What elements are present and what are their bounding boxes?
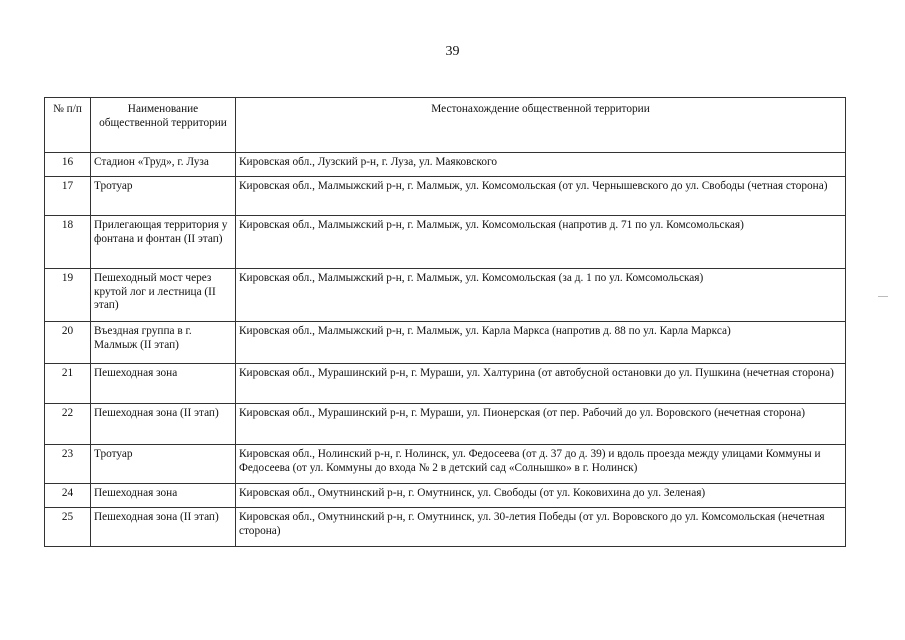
table-row — [45, 484, 846, 508]
header-location: Местонахождение общественной территории — [236, 98, 846, 153]
row-num: 18 — [45, 216, 91, 269]
table-header-row — [45, 98, 846, 153]
row-location: Кировская обл., Малмыжский р-н, г. Малмыж, ул. Комсомольская (напротив д. 71 по ул. Комсомольская) — [236, 216, 846, 269]
row-name: Пешеходный мост через крутой лог и лестница (II этап) — [91, 269, 236, 322]
row-num: 23 — [45, 445, 91, 484]
table-row — [45, 445, 846, 484]
row-location: Кировская обл., Лузский р-н, г. Луза, ул. Маяковского — [236, 153, 846, 177]
row-num: 16 — [45, 153, 91, 177]
territories-table — [44, 97, 846, 547]
table-row — [45, 216, 846, 269]
row-location: Кировская обл., Омутнинский р-н, г. Омутнинск, ул. 30-летия Победы (от ул. Воровского до ул. Комсомольская (нечетная сторона) — [236, 508, 846, 547]
table-row — [45, 508, 846, 547]
table-row — [45, 177, 846, 216]
header-num: № п/п — [45, 98, 91, 153]
row-name: Пешеходная зона — [91, 484, 236, 508]
row-location: Кировская обл., Мурашинский р-н, г. Мураши, ул. Халтурина (от автобусной остановки до ул. Пушкина (нечетная сторона) — [236, 364, 846, 404]
row-location: Кировская обл., Малмыжский р-н, г. Малмыж, ул. Комсомольская (от ул. Чернышевского до ул. Свободы (четная сторона) — [236, 177, 846, 216]
row-location: Кировская обл., Мурашинский р-н, г. Мураши, ул. Пионерская (от пер. Рабочий до ул. Воровского (нечетная сторона) — [236, 404, 846, 445]
table-row — [45, 153, 846, 177]
row-num: 17 — [45, 177, 91, 216]
row-num: 20 — [45, 322, 91, 364]
table-row — [45, 269, 846, 322]
table-row — [45, 404, 846, 445]
row-name: Пешеходная зона (II этап) — [91, 404, 236, 445]
scan-mark — [878, 296, 888, 297]
row-name: Въездная группа в г. Малмыж (II этап) — [91, 322, 236, 364]
table-row — [45, 322, 846, 364]
row-location: Кировская обл., Малмыжский р-н, г. Малмыж, ул. Комсомольская (за д. 1 по ул. Комсомольская) — [236, 269, 846, 322]
header-name: Наименование общественной территории — [91, 98, 236, 153]
row-location: Кировская обл., Омутнинский р-н, г. Омутнинск, ул. Свободы (от ул. Коковихина до ул. Зеленая) — [236, 484, 846, 508]
page-number: 39 — [445, 44, 460, 59]
row-num: 24 — [45, 484, 91, 508]
row-location: Кировская обл., Нолинский р-н, г. Нолинск, ул. Федосеева (от д. 37 до д. 39) и вдоль проезда между улицами Коммуны и Федосеева (от ул. Коммуны до входа № 2 в детский сад «Солнышко» в г. Нолинск) — [236, 445, 846, 484]
row-name: Прилегающая территория у фонтана и фонтан (II этап) — [91, 216, 236, 269]
row-num: 22 — [45, 404, 91, 445]
row-name: Тротуар — [91, 177, 236, 216]
row-name: Стадион «Труд», г. Луза — [91, 153, 236, 177]
row-num: 19 — [45, 269, 91, 322]
row-location: Кировская обл., Малмыжский р-н, г. Малмыж, ул. Карла Маркса (напротив д. 88 по ул. Карла Маркса) — [236, 322, 846, 364]
row-name: Пешеходная зона — [91, 364, 236, 404]
table-row — [45, 364, 846, 404]
row-name: Тротуар — [91, 445, 236, 484]
row-name: Пешеходная зона (II этап) — [91, 508, 236, 547]
row-num: 25 — [45, 508, 91, 547]
row-num: 21 — [45, 364, 91, 404]
